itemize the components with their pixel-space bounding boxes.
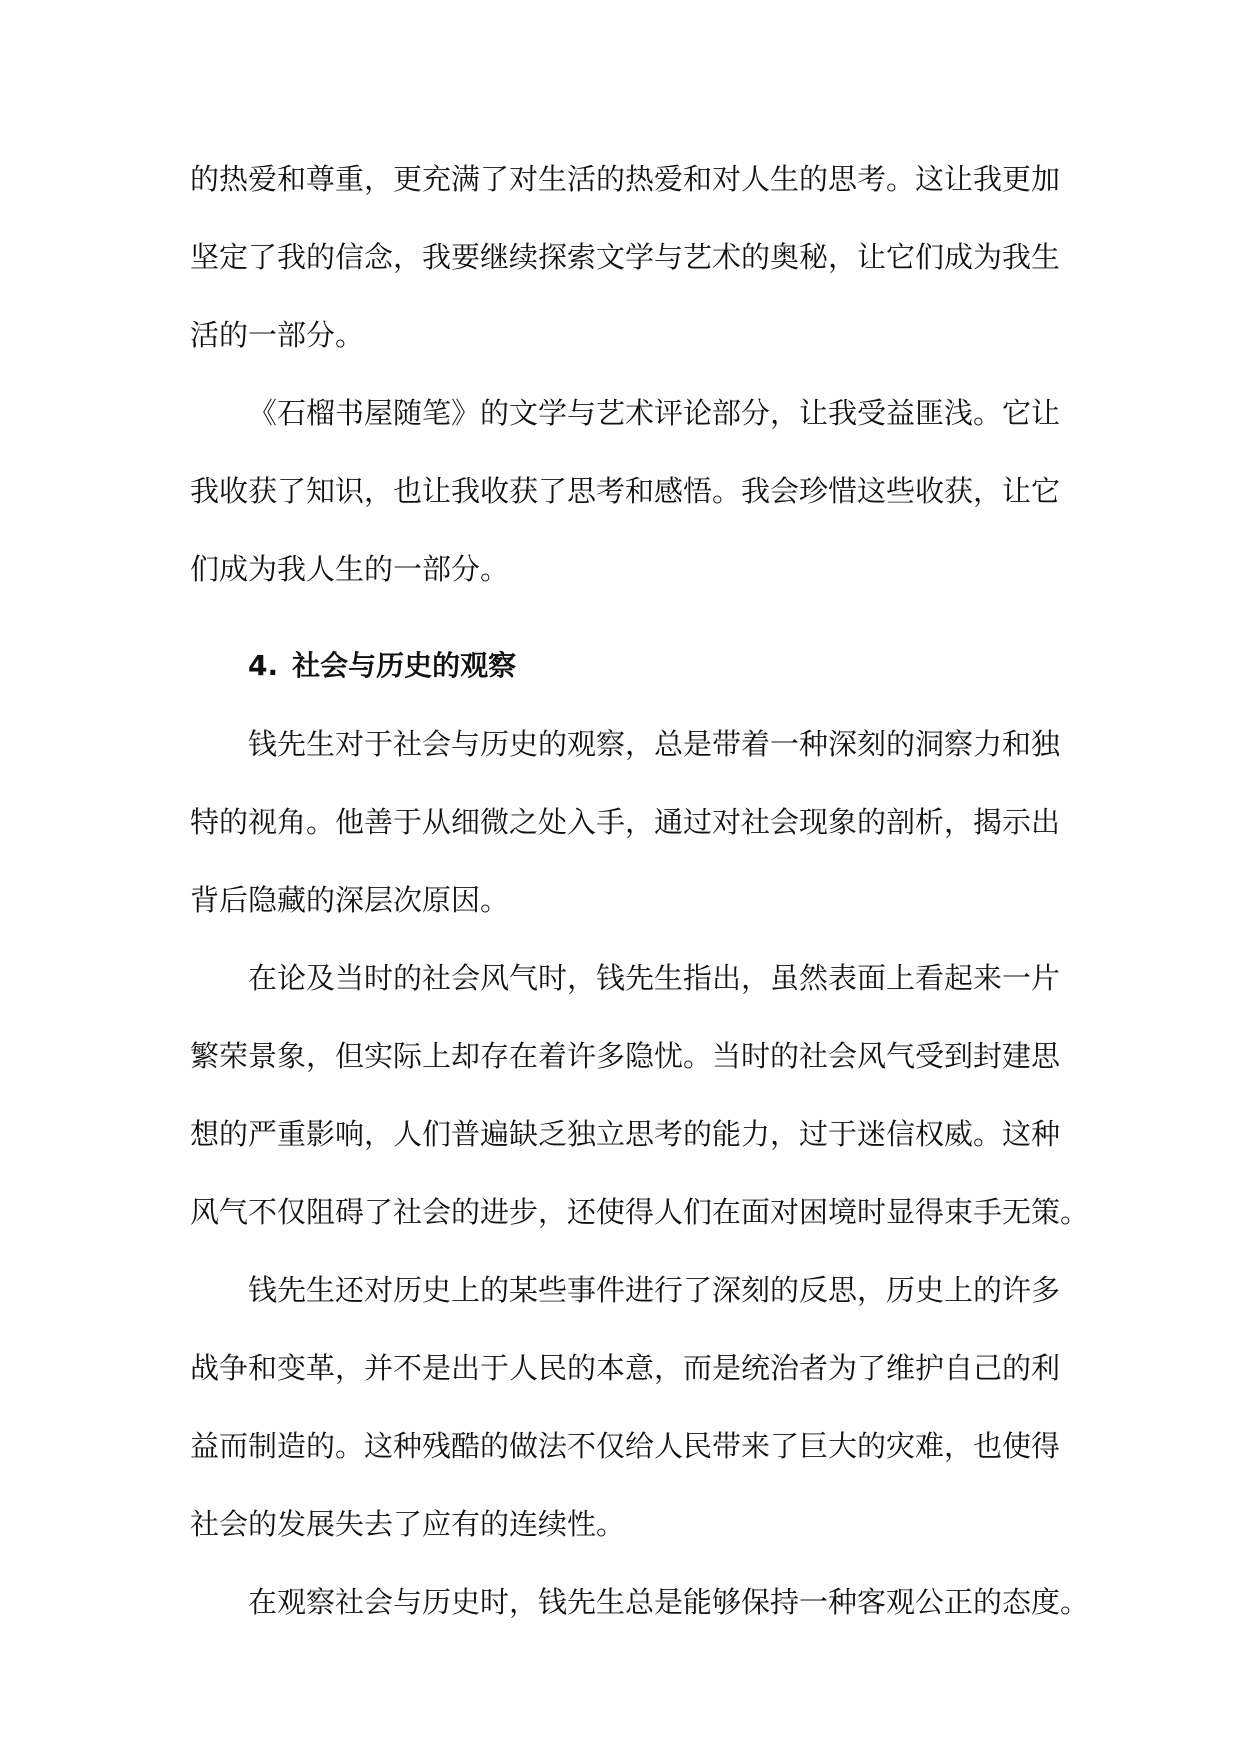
paragraph — [190, 939, 1090, 1251]
text-line: 想的严重影响，人们普遍缺乏独立思考的能力，过于迷信权威。这种 — [190, 1117, 1061, 1151]
section-number: 4. — [248, 649, 279, 682]
text-line: 在观察社会与历史时，钱先生总是能够保持一种客观公正的态度。 — [248, 1585, 1090, 1619]
text-line: 钱先生还对历史上的某些事件进行了深刻的反思，历史上的许多 — [248, 1273, 1061, 1307]
text-line: 的热爱和尊重，更充满了对生活的热爱和对人生的思考。这让我更加 — [190, 162, 1061, 196]
text-line: 钱先生对于社会与历史的观察，总是带着一种深刻的洞察力和独 — [248, 727, 1061, 761]
text-line: 社会的发展失去了应有的连续性。 — [190, 1507, 626, 1541]
paragraph — [190, 374, 1060, 608]
paragraph — [190, 140, 1060, 374]
text-line: 繁荣景象，但实际上却存在着许多隐忧。当时的社会风气受到封建思 — [190, 1039, 1061, 1073]
text-line: 在论及当时的社会风气时，钱先生指出，虽然表面上看起来一片 — [248, 961, 1061, 995]
text-line: 活的一部分。 — [190, 318, 365, 352]
text-line: 们成为我人生的一部分。 — [190, 552, 510, 586]
paragraph — [190, 705, 1060, 939]
paragraph — [190, 1251, 1060, 1563]
text-line: 我收获了知识，也让我收获了思考和感悟。我会珍惜这些收获，让它 — [190, 474, 1061, 508]
text-line: 背后隐藏的深层次原因。 — [190, 883, 510, 917]
text-line: 《石榴书屋随笔》的文学与艺术评论部分，让我受益匪浅。它让 — [248, 396, 1061, 430]
section-title: 社会与历史的观察 — [292, 649, 517, 682]
section-heading — [190, 627, 1060, 705]
paragraph — [190, 1563, 1090, 1641]
text-line: 风气不仅阻碍了社会的进步，还使得人们在面对困境时显得束手无策。 — [190, 1195, 1090, 1229]
document-body — [190, 140, 1090, 1641]
text-line: 益而制造的。这种残酷的做法不仅给人民带来了巨大的灾难，也使得 — [190, 1429, 1061, 1463]
text-line: 战争和变革，并不是出于人民的本意，而是统治者为了维护自己的利 — [190, 1351, 1061, 1385]
section-spacer — [190, 608, 1060, 627]
text-line: 坚定了我的信念，我要继续探索文学与艺术的奥秘，让它们成为我生 — [190, 240, 1061, 274]
text-line: 特的视角。他善于从细微之处入手，通过对社会现象的剖析，揭示出 — [190, 805, 1061, 839]
